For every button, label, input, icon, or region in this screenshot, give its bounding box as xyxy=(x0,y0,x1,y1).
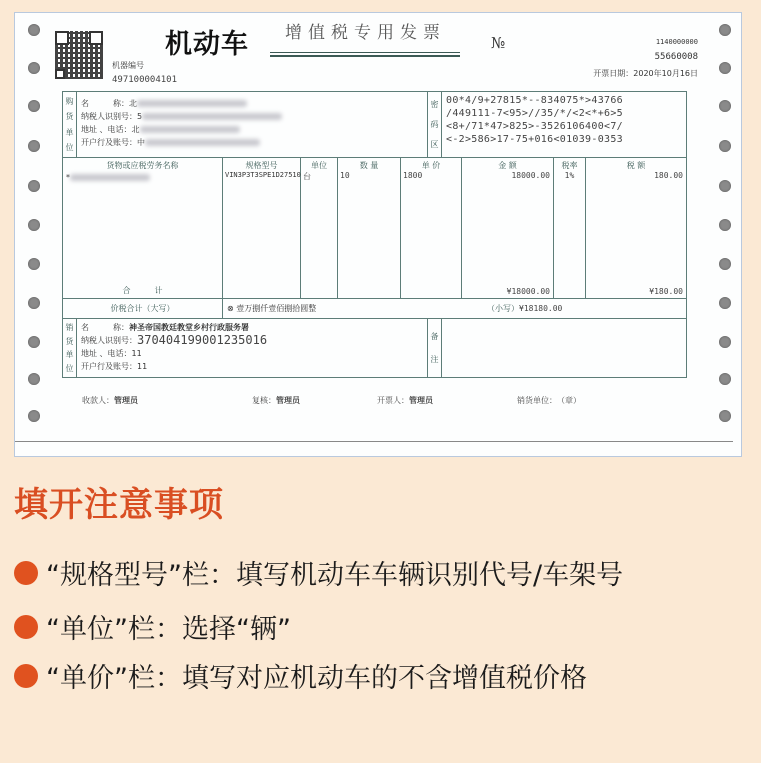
subtotal-tax: ¥180.00 xyxy=(649,287,683,296)
seller-address-phone: 地址 、电话： 11 xyxy=(81,349,142,358)
total-small-label: （小写） xyxy=(487,304,519,313)
perforation-hole xyxy=(719,219,731,231)
item-amount: 18000.00 xyxy=(511,171,550,180)
notes-title: 填开注意事项 xyxy=(14,485,224,525)
col-spec: 规格型号 VIN3P3T3SPE1D27510 xyxy=(223,158,301,298)
perforation-hole xyxy=(719,373,731,385)
perforation-hole xyxy=(28,373,40,385)
perforation-hole xyxy=(28,62,40,74)
perforation-hole xyxy=(719,410,731,422)
invoice-date: 开票日期：2020年10月16日 xyxy=(593,69,698,78)
machine-number-label: 机器编号 xyxy=(112,61,144,70)
note-item: “单位”栏：选择“辆” xyxy=(14,607,291,646)
items-table xyxy=(63,158,686,299)
note-item: “单价”栏：填写对应机动车的不含增值税价格 xyxy=(14,656,587,695)
perforation-hole xyxy=(28,100,40,112)
item-tax: 180.00 xyxy=(654,171,683,180)
note-item: “规格型号”栏：填写机动车车辆识别代号/车架号 xyxy=(14,553,623,592)
col-name: 货物或应税劳务名称 * 合 计 xyxy=(63,158,223,298)
perforation-hole xyxy=(28,24,40,36)
qr-code-icon xyxy=(55,31,103,79)
item-unit: 台 xyxy=(303,172,311,181)
issuer: 开票人：管理员 xyxy=(377,396,433,405)
tear-line xyxy=(15,441,733,442)
number-sign: № xyxy=(491,34,506,52)
perforation-hole xyxy=(28,258,40,270)
seller-seal: 销货单位：（章） xyxy=(517,396,581,405)
col-qty: 数 量 10 xyxy=(338,158,401,298)
buyer-info xyxy=(77,92,428,157)
perforation-hole xyxy=(28,336,40,348)
perforation-hole xyxy=(719,62,731,74)
buyer-name: 名 称： 北 xyxy=(81,97,423,110)
payee: 收款人：管理员 xyxy=(82,396,138,405)
invoice-title: 机动车 xyxy=(165,29,249,60)
col-price: 单 价 1800 xyxy=(401,158,462,298)
total-row xyxy=(63,299,686,319)
perforation-hole xyxy=(719,180,731,192)
col-tax: 税 额 180.00 ¥180.00 xyxy=(586,158,686,298)
perforation-hole xyxy=(719,258,731,270)
perforation-hole xyxy=(28,410,40,422)
buyer-address-phone: 地址 、电话： 北 xyxy=(81,123,423,136)
total-in-words: ⊗ 壹万捌仟壹佰捌拾圆整 xyxy=(227,304,317,313)
subtotal-label: 合 计 xyxy=(122,286,163,295)
reviewer: 复核：管理员 xyxy=(252,396,300,405)
invoice-code: 1140000000 xyxy=(655,38,698,46)
title-underline xyxy=(270,55,460,57)
title-underline xyxy=(270,52,460,53)
perforation-hole xyxy=(719,297,731,309)
perforation-hole xyxy=(719,24,731,36)
perforation-hole xyxy=(719,100,731,112)
item-qty: 10 xyxy=(340,171,350,180)
machine-number: 497100004101 xyxy=(112,75,178,85)
seller-bank-account: 开户行及账号： 11 xyxy=(81,362,148,371)
bullet-icon xyxy=(14,615,38,639)
col-unit: 单位 台 xyxy=(301,158,338,298)
perforation-hole xyxy=(28,219,40,231)
invoice-number: 55660008 xyxy=(654,52,698,62)
seller-tax-id: 纳税人识别号： 370404199001235016 xyxy=(81,333,268,347)
col-rate: 税率 1% xyxy=(554,158,586,298)
cipher-area: 00*4/9+27815*--834075*>43766 /449111-7<95>//35/*/<2<*+6>5 <8+/71*47>825>-3526106400<7/ <-2>586>17-75+016<01039-0353 xyxy=(446,95,623,145)
buyer-row xyxy=(63,92,686,158)
buyer-bank-account: 开户行及账号： 中 xyxy=(81,136,423,149)
remark-area xyxy=(442,319,686,377)
bullet-icon xyxy=(14,561,38,585)
cipher-section-label: 密 码 区 xyxy=(428,92,442,157)
perforation-hole xyxy=(719,336,731,348)
seller-name: 名 称： 神圣帝国教廷教堂乡村行政服务署 xyxy=(81,323,249,332)
invoice-form xyxy=(62,91,687,378)
perforation-hole xyxy=(28,140,40,152)
bullet-icon xyxy=(14,664,38,688)
seller-row xyxy=(63,319,686,377)
item-spec: VIN3P3T3SPE1D27510 xyxy=(225,171,301,179)
subtotal-amount: ¥18000.00 xyxy=(506,287,550,296)
col-amount: 金 额 18000.00 ¥18000.00 xyxy=(462,158,554,298)
seller-info xyxy=(77,319,428,377)
item-price: 1800 xyxy=(403,171,423,180)
signature-line xyxy=(82,395,682,406)
seller-section-label: 销 货 单 位 xyxy=(63,319,77,377)
perforation-hole xyxy=(28,297,40,309)
item-name: * xyxy=(66,173,70,182)
item-rate: 1% xyxy=(564,171,575,180)
total-label: 价税合计（大写） xyxy=(110,304,175,313)
perforation-hole xyxy=(719,140,731,152)
buyer-tax-id: 纳税人识别号： 5 xyxy=(81,110,423,123)
total-small-value: ¥18180.00 xyxy=(519,304,563,313)
buyer-section-label: 购 货 单 位 xyxy=(63,92,77,157)
remark-label: 备 注 xyxy=(428,319,442,377)
perforation-hole xyxy=(28,180,40,192)
invoice-subtitle: 增值税专用发票 xyxy=(285,23,446,43)
